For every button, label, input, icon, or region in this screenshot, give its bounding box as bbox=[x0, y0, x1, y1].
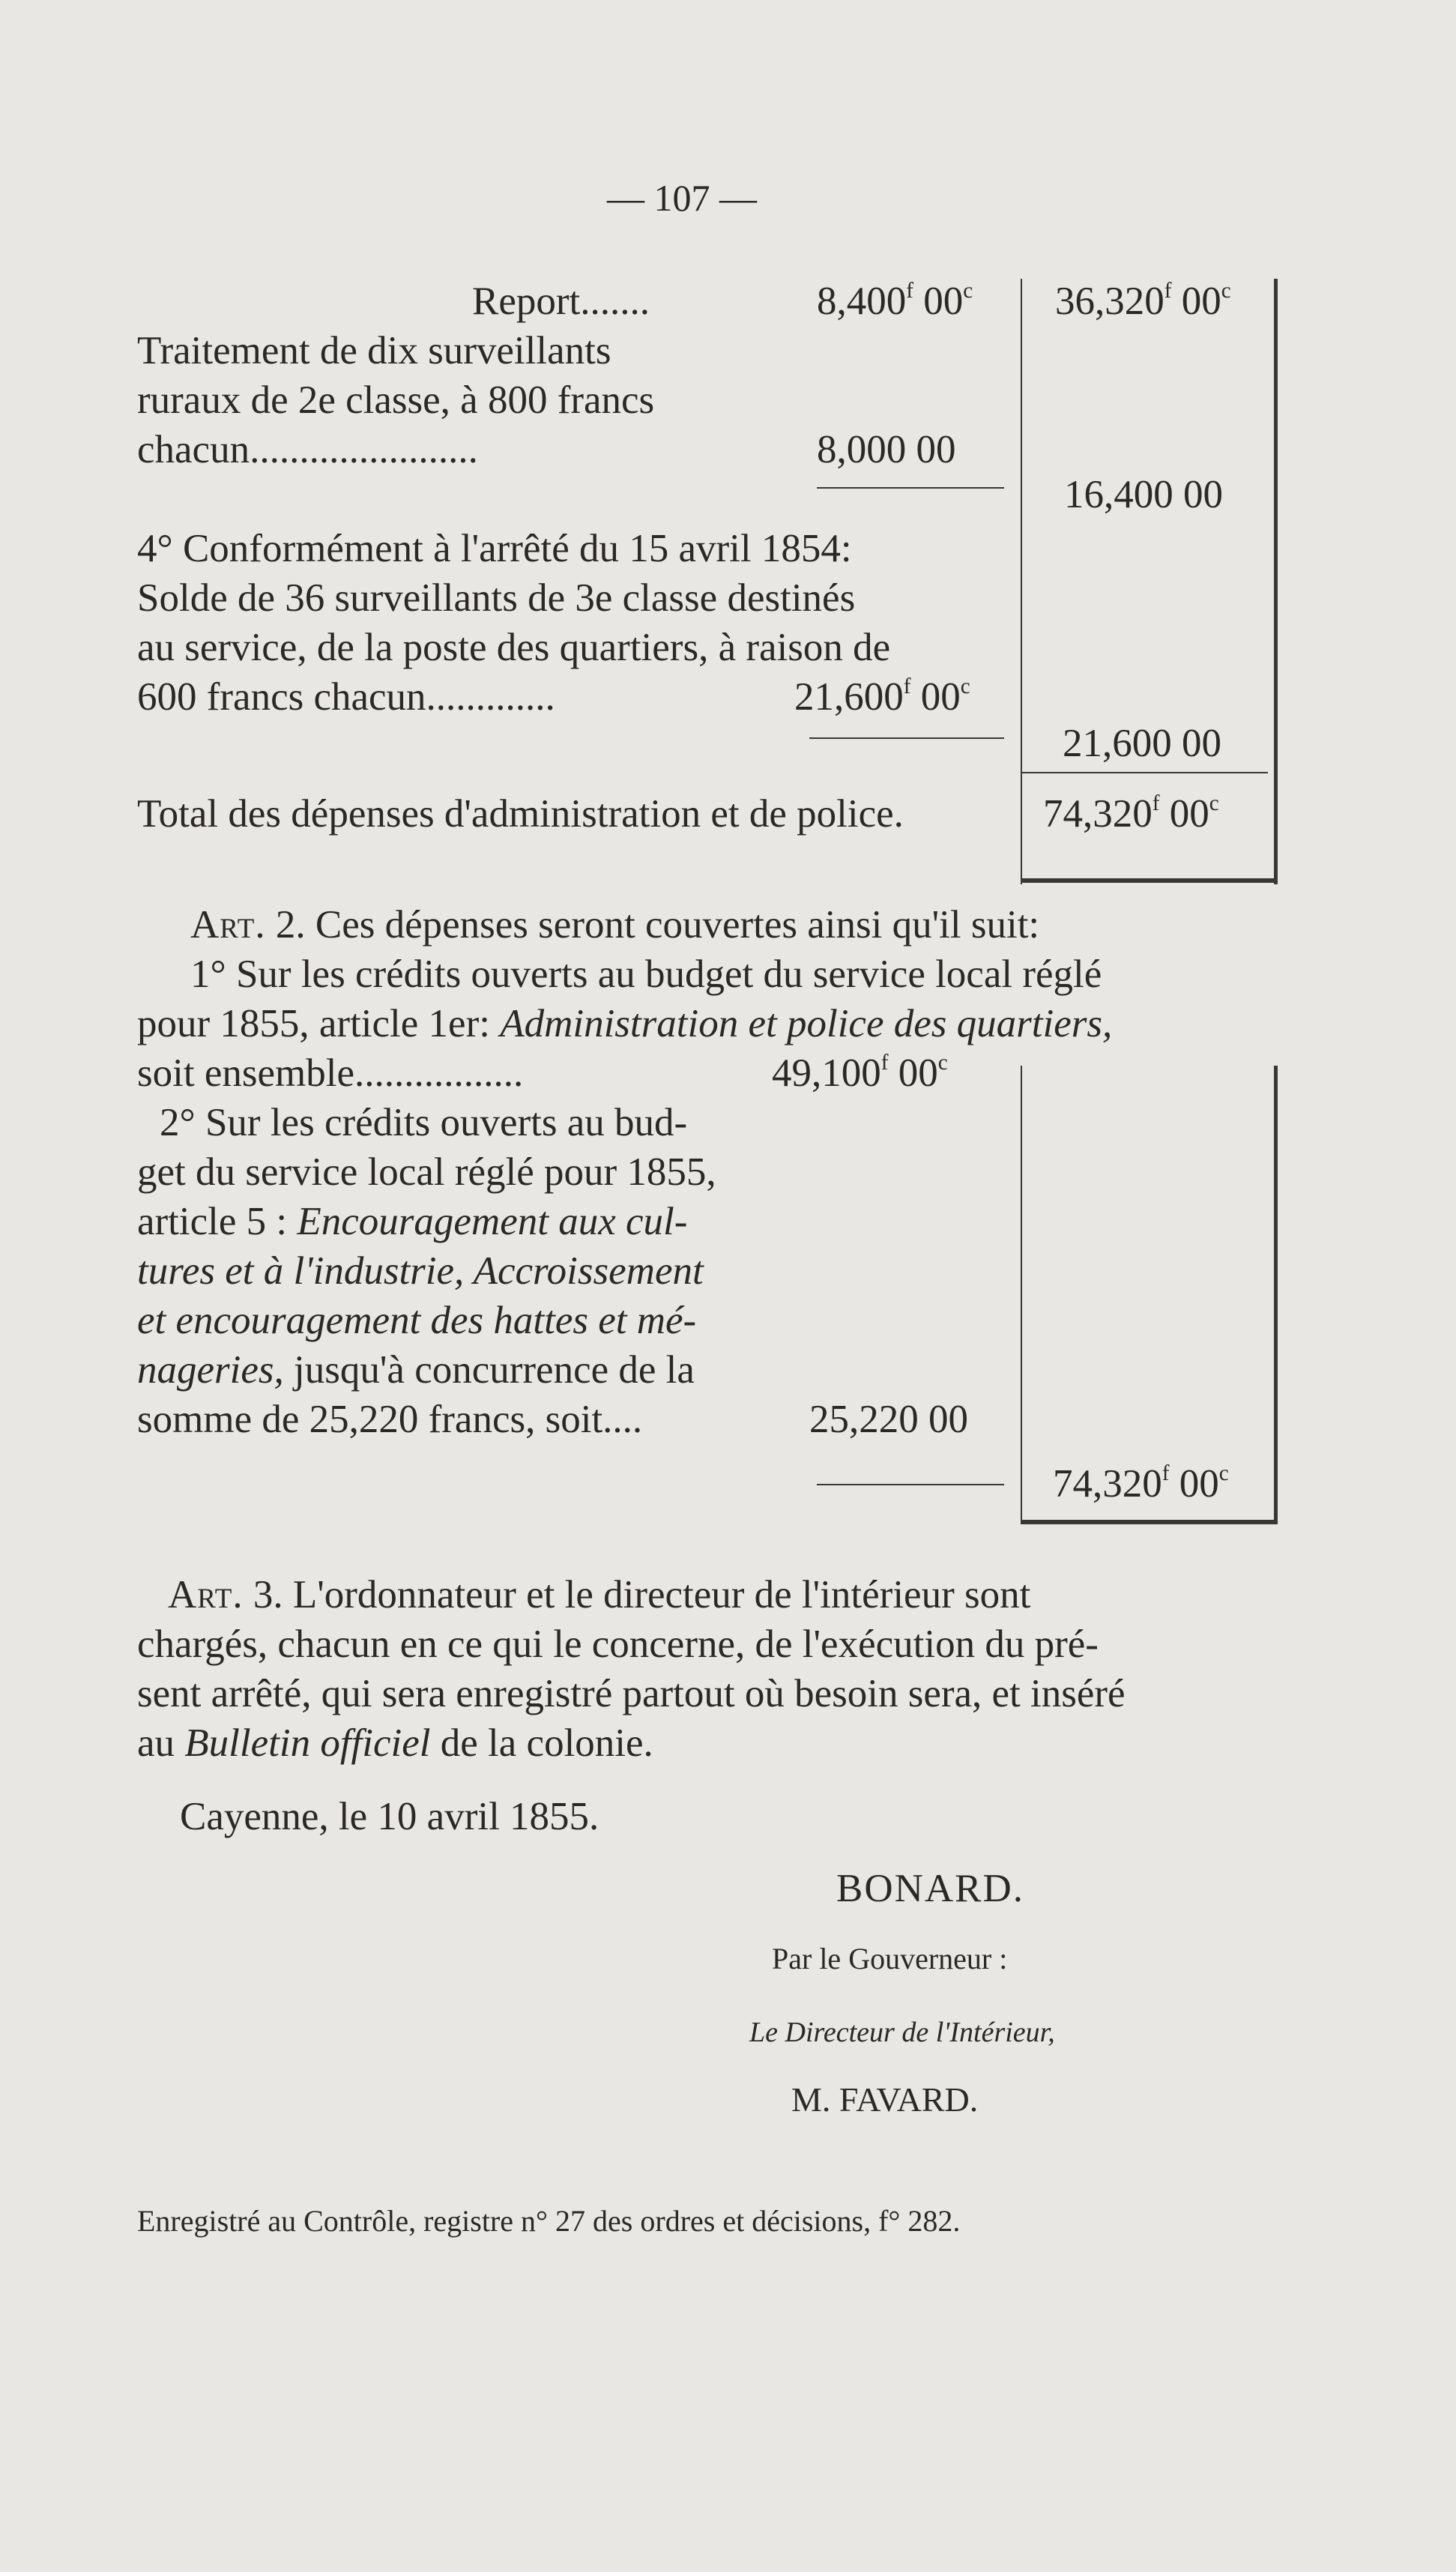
art2-total: 74,320$^f$ 00$^c$ bbox=[1053, 1461, 1229, 1506]
place-date: Cayenne, le 10 avril 1855. bbox=[180, 1795, 599, 1838]
traitement-line-1: Traitement de dix surveillants bbox=[137, 329, 611, 372]
table2-bottom-rule bbox=[1021, 1520, 1278, 1524]
report-total: 36,320$^f$ 00$^c$ bbox=[1055, 279, 1231, 323]
subtotal-2: 21,600 00 bbox=[1063, 722, 1221, 765]
art3-line-3: sent arrêté, qui sera enregistré partout où besoin sera, et inséré bbox=[137, 1672, 1126, 1715]
item4-line-3: au service, de la poste des quartiers, à raison de bbox=[137, 626, 891, 669]
subtotal-rule-1 bbox=[817, 487, 1004, 489]
art3-line-2: chargés, chacun en ce qui le concerne, de l'exécution du pré- bbox=[137, 1622, 1099, 1666]
par-le-gouverneur: Par le Gouverneur : bbox=[772, 1942, 1008, 1975]
art2-line-3: pour 1855, article 1er: Administration et police des quartiers, bbox=[137, 1002, 1113, 1045]
art2-line-4: soit ensemble................. bbox=[137, 1051, 524, 1095]
table2-left-rule bbox=[1021, 1066, 1022, 1523]
table1-left-rule bbox=[1021, 279, 1022, 884]
le-directeur: Le Directeur de l'Intérieur, bbox=[749, 2017, 1055, 2048]
item4-line-4: 600 francs chacun............. bbox=[137, 675, 555, 719]
report-label: Report....... bbox=[472, 280, 650, 323]
table2-right-rule bbox=[1274, 1066, 1278, 1523]
art2-para2-line-2: get du service local réglé pour 1855, bbox=[137, 1150, 716, 1194]
page-number: — 107 — bbox=[607, 177, 757, 219]
table1-right-rule bbox=[1274, 279, 1278, 884]
art2-para2-line-3: article 5 : Encouragement aux cul- bbox=[137, 1200, 688, 1243]
item4-line-2: Solde de 36 surveillants de 3e classe destinés bbox=[137, 576, 856, 620]
signature-bonard: BONARD. bbox=[836, 1867, 1025, 1910]
art2-para2-line-4: tures et à l'industrie, Accroissement bbox=[137, 1249, 704, 1293]
art2-para2-line-1: 2° Sur les crédits ouverts au bud- bbox=[160, 1101, 688, 1144]
subtotal-rule-2 bbox=[809, 737, 1004, 739]
art2-sum-rule bbox=[817, 1484, 1004, 1485]
item4-line-1: 4° Conformément à l'arrêté du 15 avril 1854: bbox=[137, 527, 852, 570]
art2-amount-1: 49,100$^f$ 00$^c$ bbox=[772, 1051, 948, 1095]
art2-amount-2: 25,220 00 bbox=[809, 1398, 968, 1441]
traitement-line-2: ruraux de 2e classe, à 800 francs bbox=[137, 378, 655, 422]
item4-amount: 21,600$^f$ 00$^c$ bbox=[794, 674, 970, 719]
report-amount: 8,400$^f$ 00$^c$ bbox=[817, 279, 973, 323]
art3-line-1: Art. 3. L'ordonnateur et le directeur de l'intérieur sont bbox=[168, 1573, 1031, 1616]
art2-para2-line-6: nageries, jusqu'à concurrence de la bbox=[137, 1348, 695, 1392]
art2-para2-line-5: et encouragement des hattes et mé- bbox=[137, 1299, 697, 1342]
signature-favard: M. FAVARD. bbox=[791, 2080, 979, 2119]
art2-line-1: Art. 2. Ces dépenses seront couvertes ainsi qu'il suit: bbox=[190, 903, 1040, 947]
total-amount: 74,320$^f$ 00$^c$ bbox=[1043, 791, 1219, 836]
total-label: Total des dépenses d'administration et de police. bbox=[137, 792, 904, 836]
art2-para2-line-7: somme de 25,220 francs, soit.... bbox=[137, 1398, 643, 1441]
traitement-line-3: chacun....................... bbox=[137, 428, 478, 471]
subtotal-1: 16,400 00 bbox=[1064, 473, 1223, 516]
art3-line-4: au Bulletin officiel de la colonie. bbox=[137, 1721, 653, 1765]
footer-enregistre: Enregistré au Contrôle, registre n° 27 des ordres et décisions, f° 282. bbox=[137, 2204, 961, 2238]
art2-line-2: 1° Sur les crédits ouverts au budget du service local réglé bbox=[190, 953, 1102, 996]
table1-bottom-rule bbox=[1021, 878, 1278, 883]
total-rule-top bbox=[1021, 772, 1268, 773]
traitement-amount: 8,000 00 bbox=[817, 428, 956, 471]
